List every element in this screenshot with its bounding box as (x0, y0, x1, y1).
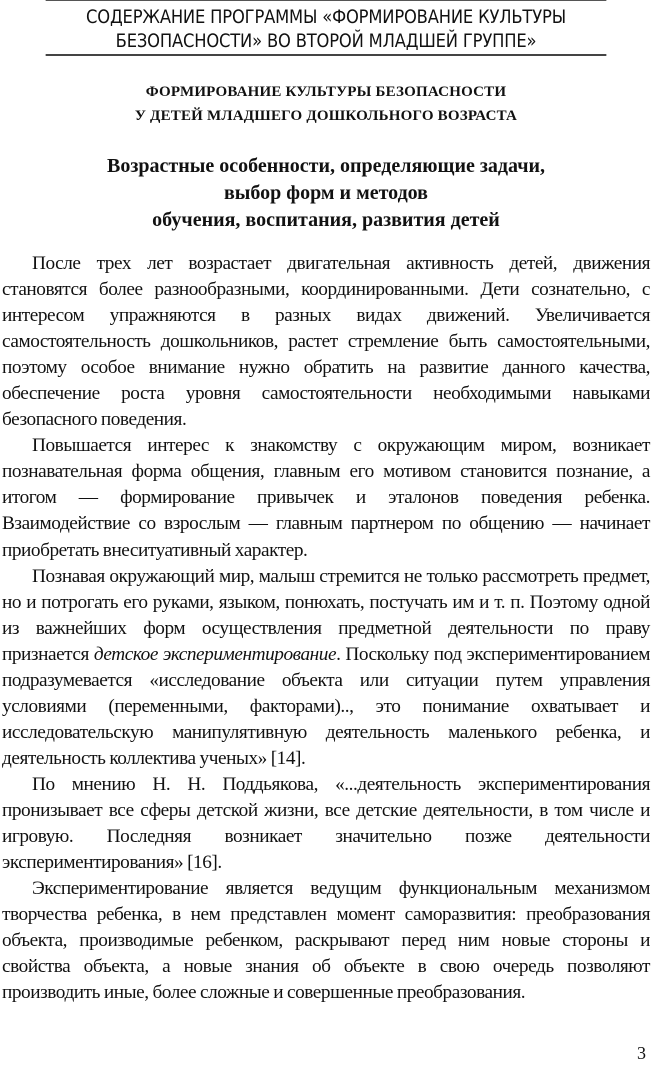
paragraph-text: Познавая окружающий мир, малыш стремится не только рассмотреть предмет, но и потрогать его руками, языком, понюхать, постучать им и т. п. Поэтому одной из важнейших форм осуществления предметной деятельности по праву признается (2, 565, 650, 665)
paragraph: Повышается интерес к знакомству с окружающим миром, возникает познавательная форма общения, главным его мотивом становится познание, а итогом — формирование привычек и эталонов поведения ребенка. Взаимодействие со взрослым — главным партнером по общению — начинает приобретать внеситуативный характер. (2, 435, 650, 561)
subsection-title-line-1: Возрастные особенности, определяющие задачи, (107, 155, 545, 177)
emphasized-term: детское экспериментирование (93, 643, 337, 665)
paragraph: После трех лет возрастает двигательная активность детей, движения становятся более разнообразными, координированными. Дети сознательно, с интересом упражняются в разных видах движений. Увеличивается самостоятельность дошкольников, растет стремление быть самостоятельными, поэтому особое внимание нужно обратить на развитие данного качества, обеспечение роста уровня самостоятельности необходимыми навыками безопасного поведения. (2, 253, 650, 431)
section-title (0, 80, 652, 128)
section-title-line-1: ФОРМИРОВАНИЕ КУЛЬТУРЫ БЕЗОПАСНОСТИ (145, 84, 507, 100)
page-number: 3 (637, 1043, 646, 1063)
paragraph-text: . Поскольку под экспериментированием подразумевается «исследование объекта или ситуации путем управления условиями (переменными, факторами).., это понимание охватывает и исследовательскую манипулятивную деятельность маленького ребенка, и деятельность коллектива ученых» [14]. (2, 643, 650, 769)
paragraph: По мнению Н. Н. Поддьякова, «...деятельность экспериментирования пронизывает все сферы детской жизни, все детские деятельности, в том числе и игровую. Последняя возникает значительно позже деятельности экспериментирования» [16]. (2, 773, 650, 874)
running-header-line-2: БЕЗОПАСНОСТИ» ВО ВТОРОЙ МЛАДШЕЙ ГРУППЕ» (115, 30, 537, 52)
running-header (46, 0, 607, 56)
running-header-line-1: СОДЕРЖАНИЕ ПРОГРАММЫ «ФОРМИРОВАНИЕ КУЛЬТУРЫ (86, 6, 566, 28)
subsection-title-line-2: выбор форм и методов (224, 182, 428, 204)
paragraph (2, 564, 650, 772)
section-title-line-2: У ДЕТЕЙ МЛАДШЕГО ДОШКОЛЬНОГО ВОЗРАСТА (134, 108, 518, 124)
paragraph: Экспериментирование является ведущим функциональным механизмом творчества ребенка, в нем представлен момент саморазвития: преобразования объекта, производимые ребенком, раскрывают перед ним новые стороны и свойства объекта, а новые знания об объекте в свою очередь позволяют производить иные, более сложные и совершенные преобразования. (2, 878, 650, 1004)
subsection-title (0, 153, 652, 234)
subsection-title-line-3: обучения, воспитания, развития детей (152, 209, 500, 231)
body-text (2, 251, 650, 1006)
